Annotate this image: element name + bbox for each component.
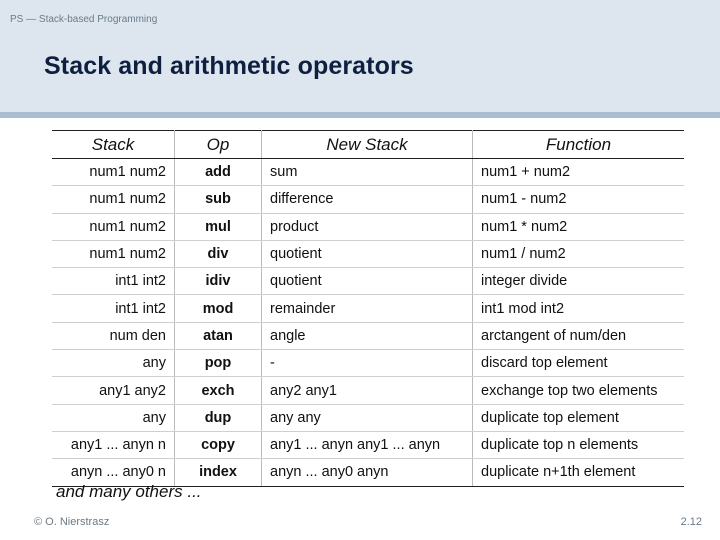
cell-function: duplicate n+1th element [473,459,685,486]
cell-stack: any1 ... anyn n [52,431,175,458]
operators-table [52,130,684,487]
cell-stack: int1 int2 [52,295,175,322]
table-row [52,350,684,377]
cell-new-stack: quotient [262,240,473,267]
cell-stack: any [52,350,175,377]
table-row [52,404,684,431]
cell-new-stack: sum [262,159,473,186]
header-new-stack: New Stack [262,131,473,159]
cell-stack: num1 num2 [52,240,175,267]
cell-function: discard top element [473,350,685,377]
cell-op: dup [175,404,262,431]
cell-function: duplicate top element [473,404,685,431]
table-row [52,431,684,458]
cell-function: duplicate top n elements [473,431,685,458]
table-row [52,240,684,267]
header-function: Function [473,131,685,159]
cell-stack: num1 num2 [52,186,175,213]
header-stack: Stack [52,131,175,159]
header-divider [0,112,720,118]
cell-function: num1 * num2 [473,213,685,240]
cell-op: div [175,240,262,267]
table-row [52,295,684,322]
cell-function: arctangent of num/den [473,322,685,349]
cell-new-stack: product [262,213,473,240]
cell-new-stack: quotient [262,268,473,295]
page-number: 2.12 [680,516,702,528]
table-row [52,322,684,349]
cell-stack: any1 any2 [52,377,175,404]
cell-stack: int1 int2 [52,268,175,295]
cell-op: add [175,159,262,186]
cell-op: idiv [175,268,262,295]
footnote: and many others ... [56,482,202,501]
cell-new-stack: any any [262,404,473,431]
cell-op: atan [175,322,262,349]
cell-new-stack: any1 ... anyn any1 ... anyn [262,431,473,458]
cell-op: copy [175,431,262,458]
cell-function: num1 / num2 [473,240,685,267]
running-head: PS — Stack-based Programming [10,14,158,25]
table-row [52,186,684,213]
cell-new-stack: difference [262,186,473,213]
copyright-notice: © O. Nierstrasz [34,516,110,528]
cell-function: exchange top two elements [473,377,685,404]
cell-op: index [175,459,262,486]
cell-op: pop [175,350,262,377]
cell-new-stack: any2 any1 [262,377,473,404]
table-row [52,377,684,404]
cell-function: num1 - num2 [473,186,685,213]
cell-stack: anyn ... any0 n [52,459,175,486]
cell-op: mul [175,213,262,240]
cell-function: num1 + num2 [473,159,685,186]
header-op: Op [175,131,262,159]
slide-title: Stack and arithmetic operators [44,52,414,80]
table-row [52,213,684,240]
table-header-row [52,131,684,159]
cell-op: sub [175,186,262,213]
cell-new-stack: angle [262,322,473,349]
cell-new-stack: remainder [262,295,473,322]
table-row [52,159,684,186]
table-row [52,268,684,295]
cell-function: integer divide [473,268,685,295]
cell-stack: num1 num2 [52,213,175,240]
cell-op: exch [175,377,262,404]
cell-function: int1 mod int2 [473,295,685,322]
cell-stack: any [52,404,175,431]
cell-new-stack: - [262,350,473,377]
cell-new-stack: anyn ... any0 anyn [262,459,473,486]
cell-op: mod [175,295,262,322]
cell-stack: num1 num2 [52,159,175,186]
cell-stack: num den [52,322,175,349]
